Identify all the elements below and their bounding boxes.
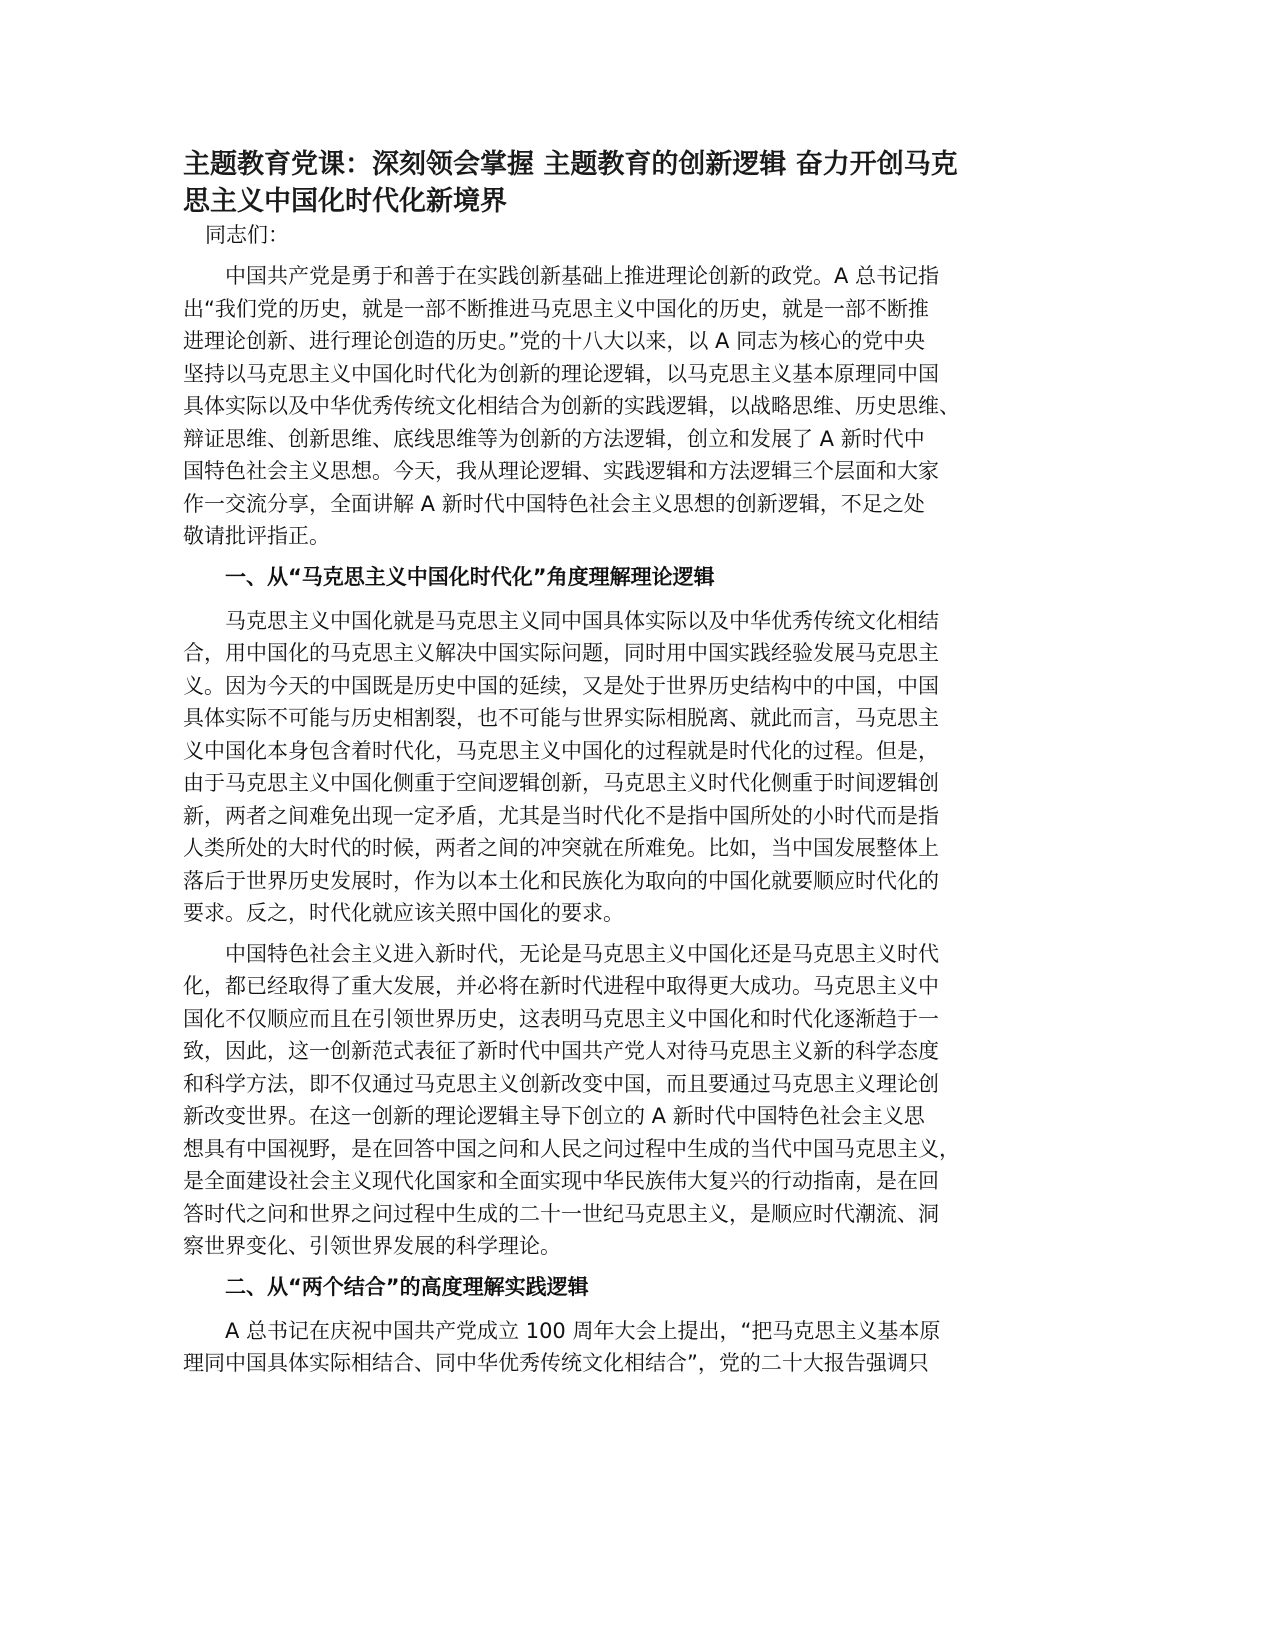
section-1-paragraph-1: 马克思主义中国化就是马克思主义同中国具体实际以及中华优秀传统文化相结 合，用中国化的马克思主义解决中国实际问题，同时用中国实践经验发展马克思主 义。因为今天的中国既是历史中国的延续，又是处于世界历史结构中的中国，中国 具体实际不可能与历史相割裂，也不可能与世界实际相脱离、就此而言，马克思主 义中国化本身包含着时代化，马克思主义中国化的过程就是时代化的过程。但是， 由于马克思主义中国化侧重于空间逻辑创新，马克思主义时代化侧重于时间逻辑创 新，两者之间难免出现一定矛盾，尤其是当时代化不是指中国所处的小时代而是指 人类所处的大时代的时候，两者之间的冲突就在所难免。比如，当中国发展整体上 落后于世界历史发展时，作为以本土化和民族化为取向的中国化就要顺应时代化的 要求。反之，时代化就应该关照中国化的要求。 — [183, 608, 939, 925]
section-1-paragraph-2: 中国特色社会主义进入新时代，无论是马克思主义中国化还是马克思主义时代 化，都已经取得了重大发展，并必将在新时代进程中取得更大成功。马克思主义中 国化不仅顺应而且在引领世界历史，这表明马克思主义中国化和时代化逐渐趋于一 致，因此，这一创新范式表征了新时代中国共产党人对待马克思主义新的科学态度 和科学方法，即不仅通过马克思主义创新改变中国，而且要通过马克思主义理论创 新改变世界。在这一创新的理论逻辑主导下创立的 A 新时代中国特色社会主义思 想具有中国视野，是在回答中国之问和人民之问过程中生成的当代中国马克思主义， 是全面建设社会主义现代化国家和全面实现中华民族伟大复兴的行动指南，是在回 答时代之问和世界之问过程中生成的二十一世纪马克思主义，是顺应时代潮流、洞 察世界变化、引领世界发展的科学理论。 — [183, 941, 960, 1258]
document-title: 主题教育党课：深刻领会掌握 主题教育的创新逻辑 奋力开创马克 思主义中国化时代化新境界 — [183, 149, 958, 217]
section-heading-1: 一、从“马克思主义中国化时代化”角度理解理论逻辑 — [183, 564, 715, 589]
document-page — [183, 146, 1083, 1388]
section-2-paragraph-1: A 总书记在庆祝中国共产党成立 100 周年大会上提出，“把马克思主义基本原 理同中国具体实际相结合、同中华优秀传统文化相结合”，党的二十大报告强调只 — [183, 1318, 941, 1375]
salutation: 同志们： — [205, 223, 289, 247]
section-heading-2: 二、从“两个结合”的高度理解实践逻辑 — [183, 1274, 589, 1299]
intro-paragraph: 中国共产党是勇于和善于在实践创新基础上推进理论创新的政党。A 总书记指 出“我们党的历史，就是一部不断推进马克思主义中国化的历史，就是一部不断推 进理论创新、进行理论创造的历史。”党的十八大以来，以 A 同志为核心的党中央 坚持以马克思主义中国化时代化为创新的理论逻辑，以马克思主义基本原理同中国 具体实际以及中华优秀传统文化相结合为创新的实践逻辑，以战略思维、历史思维、 辩证思维、创新思维、底线思维等为创新的方法逻辑，创立和发展了 A 新时代中 国特色社会主义思想。今天，我从理论逻辑、实践逻辑和方法逻辑三个层面和大家 作一交流分享，全面讲解 A 新时代中国特色社会主义思想的创新逻辑，不足之处 敬请批评指正。 — [183, 264, 960, 548]
